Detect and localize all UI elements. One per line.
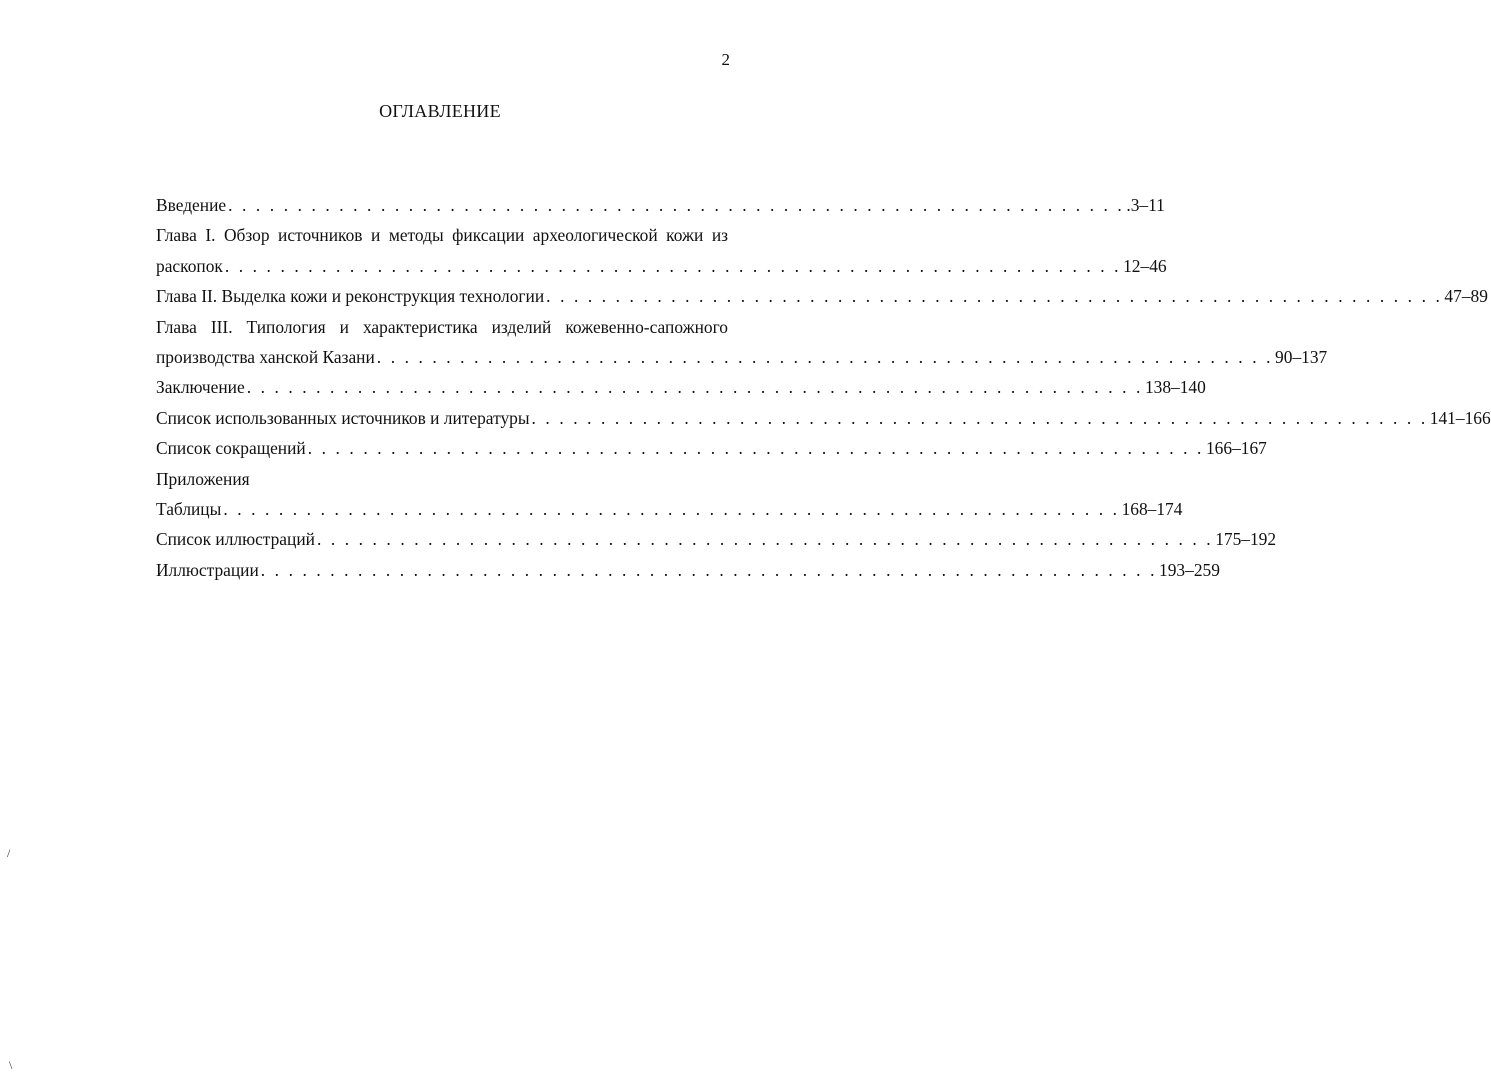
page-title: ОГЛАВЛЕНИЕ xyxy=(379,101,501,121)
toc-entry-label: Введение xyxy=(156,195,227,215)
toc-entry-chapter1-line1: Глава I. Обзор источников и методы фиксации археологической кожи из xyxy=(156,225,728,246)
toc-entry-pages: 141–166 xyxy=(1429,407,1491,428)
dot-leader: . . . . . . . . . . . . . . . . . . . . . . . . . . . . . . . . . . . . . . . . . . . . . . . . . . . . . . . . . . . . . . . . . xyxy=(228,195,1125,215)
scan-speck: / xyxy=(7,846,11,860)
toc-entry-illustration-list xyxy=(156,524,1277,554)
dot-leader: . . . . . . . . . . . . . . . . . . . . . . . . . . . . . . . . . . . . . . . . . . . . . . . . . . . . . . . . . . . . . . . . . xyxy=(531,407,1428,428)
dot-leader: . . . . . . . . . . . . . . . . . . . . . . . . . . . . . . . . . . . . . . . . . . . . . . . . . . . . . . . . . . . . . . . . . xyxy=(307,438,1204,459)
dot-leader: . . . . . . . . . . . . . . . . . . . . . . . . . . . . . . . . . . . . . . . . . . . . . . . . . . . . . . . . . . . . . . . . . xyxy=(246,377,1143,398)
toc-entry-label: Глава II. Выделка кожи и реконструкция технологии xyxy=(156,286,545,307)
toc-entry-label: Список иллюстраций xyxy=(156,529,315,550)
toc-entry-label: Заключение xyxy=(156,377,245,398)
toc-entry-label: раскопок xyxy=(156,255,223,276)
dot-leader: . . . . . . . . . . . . . . . . . . . . . . . . . . . . . . . . . . . . . . . . . . . . . . . . . . . . . . . . . . . . . . . . . xyxy=(316,529,1214,550)
toc-entry-label: Таблицы xyxy=(156,498,222,519)
dot-leader: . . . . . . . . . . . . . . . . . . . . . . . . . . . . . . . . . . . . . . . . . . . . . . . . . . . . . . . . . . . . . . . . . xyxy=(224,255,1122,276)
toc-entry-pages: 90–137 xyxy=(1275,346,1328,367)
toc-entry-pages: 193–259 xyxy=(1159,559,1220,580)
toc-entry-chapter1 xyxy=(156,251,1167,281)
toc-entry-pages: 47–89 xyxy=(1444,286,1488,307)
toc-entry-chapter2 xyxy=(156,281,1488,311)
toc-entry-illustrations xyxy=(156,555,1220,585)
toc-entry-label: Приложения xyxy=(156,468,250,489)
toc-entry-label: производства ханской Казани xyxy=(156,346,375,367)
toc-entry-pages: 12–46 xyxy=(1123,255,1167,276)
dot-leader: . . . . . . . . . . . . . . . . . . . . . . . . . . . . . . . . . . . . . . . . . . . . . . . . . . . . . . . . . . . . . . . . . xyxy=(223,498,1120,519)
toc-entry-sources xyxy=(156,403,1491,433)
toc-entry-label: Список сокращений xyxy=(156,438,306,459)
toc-entry-pages: 166–167 xyxy=(1205,438,1267,459)
dot-leader: . . . . . . . . . . . . . . . . . . . . . . . . . . . . . . . . . . . . . . . . . . . . . . . . . . . . . . . . . . . . . . . . . xyxy=(376,346,1274,367)
toc-entry-pages: 138–140 xyxy=(1144,377,1206,398)
toc-entry-pages: .3–11 xyxy=(1126,195,1165,215)
dot-leader: . . . . . . . . . . . . . . . . . . . . . . . . . . . . . . . . . . . . . . . . . . . . . . . . . . . . . . . . . . . . . . . . . xyxy=(546,286,1443,307)
toc-entry-conclusion xyxy=(156,372,1206,402)
table-of-contents xyxy=(156,190,1491,585)
page-number: 2 xyxy=(721,50,730,69)
toc-entry-abbreviations xyxy=(156,433,1267,463)
toc-entry-chapter3 xyxy=(156,342,1328,372)
dot-leader: . . . . . . . . . . . . . . . . . . . . . . . . . . . . . . . . . . . . . . . . . . . . . . . . . . . . . . . . . . . . . . . . . xyxy=(260,559,1158,580)
toc-entry-pages: 175–192 xyxy=(1215,529,1277,550)
toc-entry-pages: 168–174 xyxy=(1121,498,1183,519)
toc-entry-introduction xyxy=(156,190,1165,220)
toc-entry-label: Список использованных источников и литературы xyxy=(156,407,530,428)
toc-entry-appendices xyxy=(156,464,728,494)
toc-entry-tables xyxy=(156,494,1183,524)
toc-entry-chapter3-line1: Глава III. Типология и характеристика изделий кожевенно-сапожного xyxy=(156,316,728,337)
scan-speck: \ xyxy=(9,1058,13,1072)
toc-entry-label: Иллюстрации xyxy=(156,559,259,580)
